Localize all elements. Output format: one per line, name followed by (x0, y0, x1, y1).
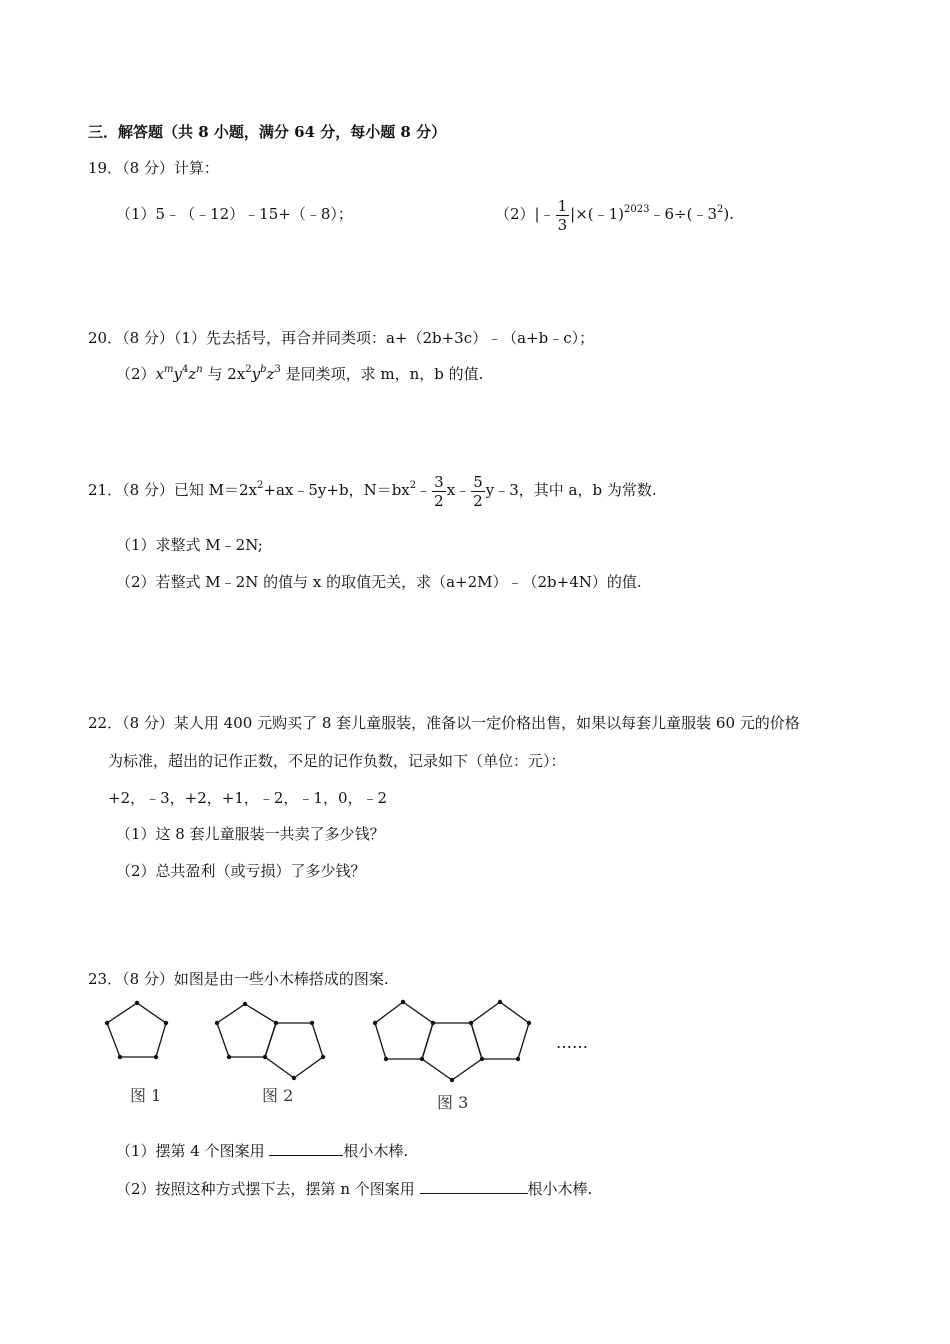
numerator: 5 (473, 472, 483, 491)
q23-p1-suffix: 根小木棒. (343, 1142, 409, 1160)
numerator: 3 (434, 472, 444, 491)
question-number: 20． (88, 329, 123, 347)
q22-line-1: 某人用 400 元购买了 8 套儿童服装，准备以一定价格出售，如果以每套儿童服装 60 元的价格 (173, 714, 800, 732)
text-end: 是同类项，求 m，n，b 的值. (280, 365, 484, 383)
exponent-2: 2 (717, 204, 724, 215)
q23-part-2 (116, 1179, 592, 1199)
exp-2: 2 (409, 480, 417, 491)
question-points: （8 分） (122, 159, 174, 177)
q22-data: +2，﹣3，+2，+1，﹣2，﹣1，0，﹣2 (108, 789, 388, 807)
exponent-2023: 2023 (624, 204, 650, 215)
expr-end: ). (723, 205, 734, 223)
exp-b: b (260, 364, 267, 375)
question-number: 22． (88, 714, 123, 732)
answer-blank-2[interactable] (420, 1179, 528, 1194)
answer-blank-1[interactable] (269, 1141, 343, 1156)
denominator: 2 (473, 491, 483, 510)
question-text: 如图是由一些小木棒搭成的图案. (173, 970, 389, 988)
exp: 2 (257, 480, 264, 491)
figure-3-caption: 图 3 (437, 1093, 469, 1112)
exp-3: 3 (274, 364, 281, 375)
denominator: 2 (434, 491, 444, 510)
x-term: x﹣ (446, 481, 471, 499)
question-number: 21． (88, 481, 123, 499)
q22-part-2: （2）总共盈利（或亏损）了多少钱？ (116, 862, 366, 880)
expr-abs-open: |﹣ (534, 205, 555, 223)
q22-line-2: 为标准，超出的记作正数，不足的记作负数，记录如下（单位：元）： (108, 752, 566, 770)
continuation-dots: …… (556, 1033, 588, 1052)
exp-m: m (164, 364, 174, 375)
exp-4: 4 (181, 364, 189, 375)
denominator: 3 (557, 215, 568, 234)
intro-text-2: +ax﹣5y+b，N＝bx (263, 481, 410, 499)
exp-2: 2 (245, 364, 252, 375)
question-points: （8 分） (122, 714, 174, 732)
expr-after: ﹣6÷(﹣3 (649, 205, 717, 223)
var-y2: y (251, 365, 261, 383)
q23-part-1 (116, 1141, 408, 1161)
fig2-pentagon-right (265, 1023, 323, 1078)
var-z2: z (266, 365, 275, 383)
q21-part-1: （1）求整式 M﹣2N; (116, 536, 263, 554)
numerator: 1 (557, 196, 568, 215)
question-points: （8 分） (122, 970, 174, 988)
question-points: （8 分） (122, 481, 174, 499)
minus: ﹣ (416, 481, 432, 499)
q19-part-1: （1）5﹣（﹣12）﹣15+（﹣8）； (116, 205, 353, 223)
q22-part-1: （1）这 8 套儿童服装一共卖了多少钱？ (116, 825, 385, 843)
q23-p2-text: （2）按照这种方式摆下去，摆第 n 个图案用 (116, 1180, 415, 1198)
var-z: z (188, 365, 197, 383)
fig1-pentagon (107, 1003, 166, 1057)
part-label: （2） (116, 365, 156, 383)
exp-n: n (196, 364, 203, 375)
tail-text: y﹣3，其中 a，b 为常数. (485, 481, 657, 499)
intro-text: 已知 M＝2x (173, 481, 258, 499)
question-points: （8 分） (122, 329, 174, 347)
q23-p2-suffix: 根小木棒. (527, 1180, 593, 1198)
question-number: 19． (88, 159, 123, 177)
figure-1-caption: 图 1 (130, 1086, 162, 1105)
text-and: 与 2x (202, 365, 246, 383)
section-heading: 三．解答题（共 8 小题，满分 64 分，每小题 8 分） (88, 123, 447, 141)
q23-p1-text: （1）摆第 4 个图案用 (116, 1142, 265, 1160)
fig3-pentagon-right (471, 1002, 529, 1059)
var-x: x (155, 365, 165, 383)
part-label: （2） (495, 205, 535, 223)
question-number: 23． (88, 970, 123, 988)
q21-part-2: （2）若整式 M﹣2N 的值与 x 的取值无关，求（a+2M）﹣（2b+4N）的值. (116, 573, 642, 591)
var-y: y (173, 365, 182, 383)
figure-2-caption: 图 2 (262, 1086, 294, 1105)
expr-mid: |×(﹣1) (570, 205, 625, 223)
question-text: 计算： (173, 159, 219, 177)
q20-part-1: （1）先去括号，再合并同类项：a+（2b+3c）﹣（a+b﹣c）； (173, 329, 595, 347)
